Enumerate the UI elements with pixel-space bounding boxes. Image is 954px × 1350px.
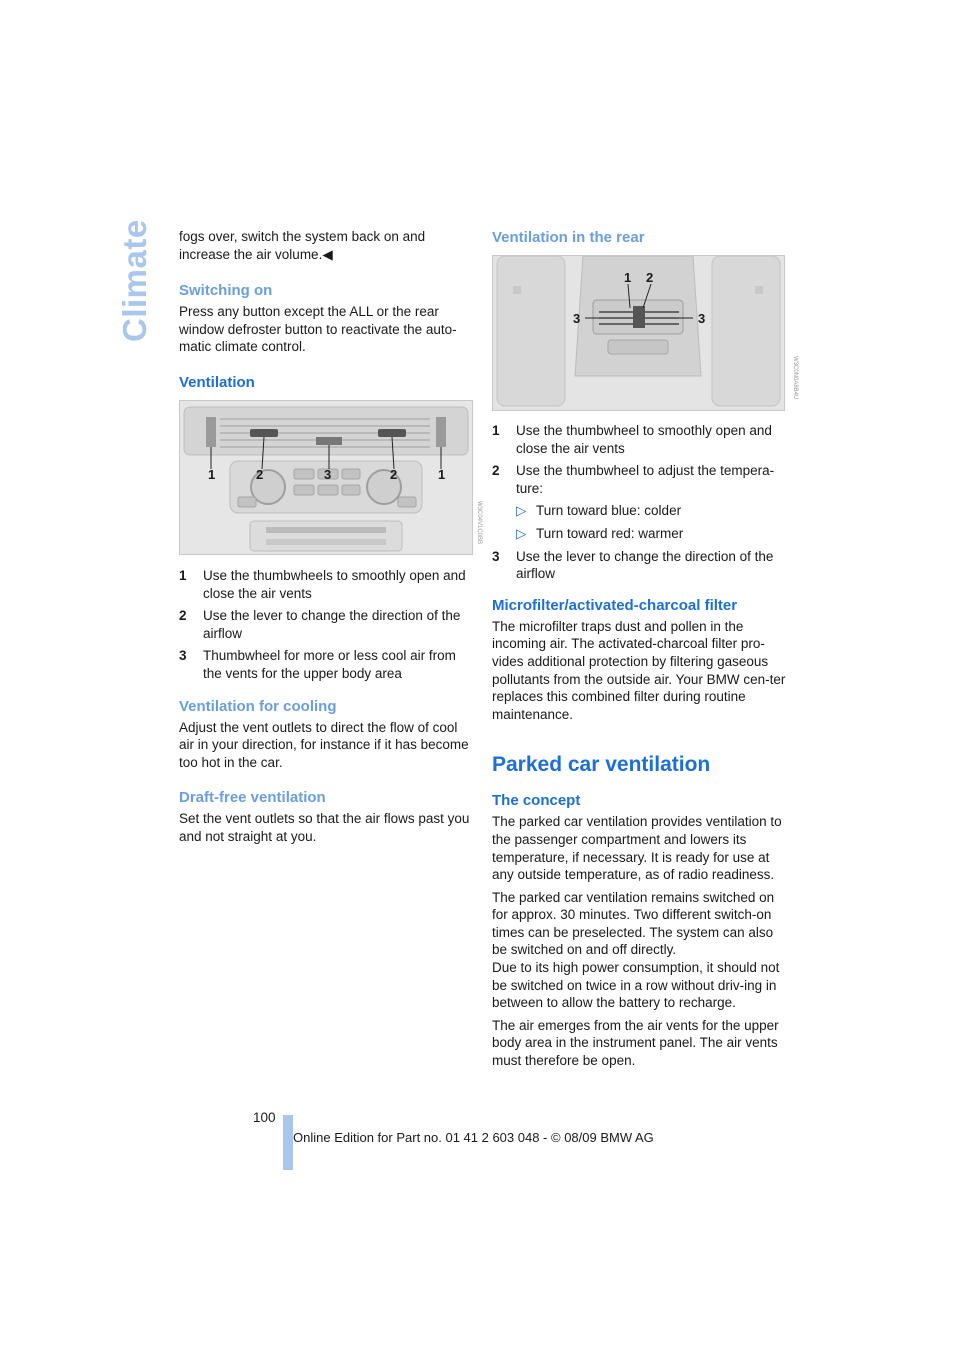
rear-callout-3-left: 3 (573, 311, 581, 326)
rear-callout-1: 1 (624, 270, 632, 285)
item-number: 2 (179, 608, 187, 624)
microfilter-text: The microfilter traps dust and pollen in the incoming air. The activated-charcoal filter pro-vides additional protection by filtering gaseous pollutants from the outside air. Your BMW cen-ter replaces this combined filter during routine maintenance. (492, 618, 786, 722)
sub-item-text: Turn toward blue: colder (536, 503, 682, 519)
item-text: Use the lever to change the direction of the airflow (516, 548, 774, 582)
parked-ventilation-title: Parked car ventilation (492, 753, 711, 777)
item-number: 3 (179, 648, 187, 664)
concept-heading: The concept (492, 792, 581, 810)
cooling-heading: Ventilation for cooling (179, 697, 337, 715)
left-column (179, 228, 482, 846)
rear-ventilation-list (492, 422, 786, 583)
parked-paragraph-3: Due to its high power consumption, it should not be switched on twice in a row without driv-ing in between to allow the battery to recharge. (492, 960, 780, 1011)
list-item (179, 607, 473, 642)
chapter-label: Climate (116, 219, 153, 342)
figure-code: W3C04V1C0BB (476, 500, 482, 544)
callout-2-right: 2 (390, 466, 398, 482)
rear-ventilation-figure (492, 255, 798, 411)
rear-callout-2: 2 (646, 270, 654, 285)
parked-paragraph-4: The air emerges from the air vents for the upper body area in the instrument panel. The air vents must therefore be open. (492, 1017, 779, 1069)
arrow-icon: ▷ (516, 503, 527, 519)
list-item (179, 647, 473, 682)
ventilation-list (179, 567, 473, 683)
draft-free-text: Set the vent outlets so that the air flows past you and not straight at you. (179, 811, 470, 844)
callout-1-right: 1 (438, 466, 446, 482)
item-text: Use the thumbwheel to adjust the tempera-ture: (516, 463, 775, 496)
front-ventilation-figure (179, 400, 482, 555)
intro-paragraph: fogs over, switch the system back on and increase the air volume.◀ (179, 229, 426, 262)
rear-console-illustration (493, 256, 784, 410)
draft-free-heading: Draft-free ventilation (179, 789, 326, 807)
microfilter-heading: Microfilter/activated-charcoal filter (492, 596, 738, 614)
callout-1-left: 1 (208, 466, 216, 482)
right-column (492, 228, 798, 1070)
item-text: Use the thumbwheels to smoothly open and close the air vents (203, 567, 466, 601)
list-item (179, 567, 473, 602)
callout-3: 3 (324, 466, 332, 482)
footer-accent-bar (283, 1115, 293, 1170)
sub-item-text: Turn toward red: warmer (536, 525, 684, 541)
callout-2-left: 2 (256, 466, 264, 482)
rear-callout-3-right: 3 (698, 311, 706, 326)
list-item (492, 548, 786, 583)
switching-on-text: Press any button except the ALL or the rear window defroster button to reactivate the auto-matic climate control. (179, 304, 457, 355)
footer-edition: Online Edition for Part no. 01 41 2 603 048 - © 08/09 BMW AG (293, 1130, 654, 1145)
item-number: 1 (492, 423, 500, 438)
sub-list-item (492, 525, 786, 543)
list-item (492, 462, 786, 497)
item-text: Thumbwheel for more or less cool air from the vents for the upper body area (203, 648, 456, 681)
page-number: 100 (253, 1110, 276, 1125)
ventilation-heading: Ventilation (179, 373, 255, 391)
item-number: 1 (179, 567, 187, 583)
parked-paragraph-2: The parked car ventilation remains switched on for approx. 30 minutes. Two different switch-on times can be preselected. The system can also be switched on and off directly. (492, 889, 775, 958)
sub-list-item (492, 502, 786, 520)
figure-code: W3C0N0A8B4U (792, 356, 798, 400)
arrow-icon: ▷ (516, 525, 527, 541)
item-number: 3 (492, 548, 500, 564)
item-text: Use the lever to change the direction of the airflow (203, 608, 461, 641)
item-number: 2 (492, 463, 500, 479)
item-text: Use the thumbwheel to smoothly open and close the air vents (516, 423, 772, 456)
parked-paragraph-1: The parked car ventilation provides ventilation to the passenger compartment and lowers its temperature, if necessary. It is ready for use at any outside temperature, as of radio readiness. (492, 814, 782, 883)
switching-on-heading: Switching on (179, 282, 273, 300)
side-chapter-title (112, 219, 153, 348)
list-item (492, 422, 786, 457)
rear-ventilation-heading: Ventilation in the rear (492, 229, 645, 246)
cooling-text: Adjust the vent outlets to direct the flow of cool air in your direction, for instance if it has become too hot in the car. (179, 719, 469, 770)
